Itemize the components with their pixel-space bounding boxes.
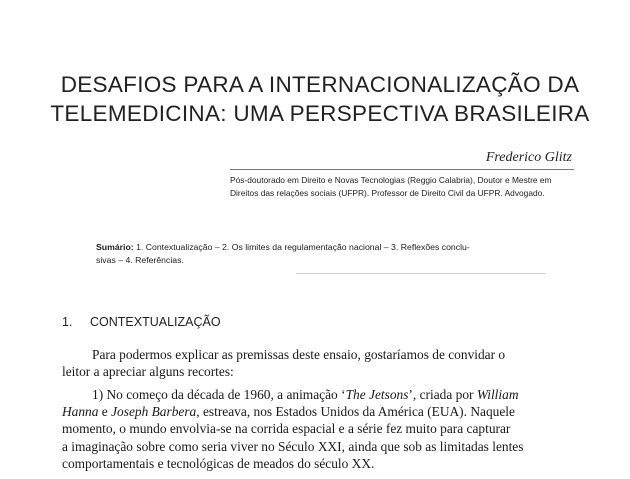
paragraph-1-line-1: Para podermos explicar as premissas deste ensaio, gostaríamos de convidar o bbox=[92, 347, 506, 362]
author-name: Frederico Glitz bbox=[485, 150, 572, 165]
p2-text-c: ’, criada por bbox=[408, 387, 477, 402]
summary-text-1: 1. Contextualização – 2. Os limites da regulamentação nacional – 3. Reflexões conclu- bbox=[136, 242, 470, 252]
p2-text-a: 1) No começo da década de 1960, a animação ‘ bbox=[92, 387, 346, 402]
creator-william: William bbox=[476, 387, 519, 402]
summary-line-1 bbox=[96, 241, 556, 254]
summary-line-2: sivas – 4. Referências. bbox=[96, 254, 184, 265]
paragraph-2-line-4: a imaginação sobre como seria viver no Século XXI, ainda que sob as limitadas lentes bbox=[62, 438, 524, 454]
summary-divider bbox=[296, 273, 546, 274]
paragraph-2-line-2 bbox=[62, 403, 578, 420]
p2-text-f: , estreava, nos Estados Unidos da América (EUA). Naquele bbox=[196, 404, 515, 420]
paragraph-1 bbox=[62, 346, 578, 380]
article-title bbox=[40, 70, 600, 128]
p2-text-e: e bbox=[98, 404, 112, 420]
author-divider bbox=[230, 169, 574, 170]
creator-joseph-barbera: Joseph Barbera bbox=[111, 404, 197, 420]
paragraph-1-line-2: leitor a apreciar alguns recortes: bbox=[62, 364, 234, 380]
summary-block bbox=[96, 241, 556, 266]
author-affiliation bbox=[230, 174, 576, 199]
paragraph-2-line-1 bbox=[62, 386, 578, 403]
paragraph-2-line-3: momento, o mundo envolvia-se na corrida espacial e a série fez muito para capturar bbox=[62, 421, 511, 437]
affiliation-line-2: Direitos das relações sociais (UFPR). Professor de Direito Civil da UFPR. Advogado. bbox=[230, 187, 545, 198]
creator-hanna: Hanna bbox=[62, 404, 99, 420]
section-title: CONTEXTUALIZAÇÃO bbox=[90, 315, 221, 329]
title-line-2: TELEMEDICINA: UMA PERSPECTIVA BRASILEIRA bbox=[50, 101, 590, 126]
section-heading bbox=[62, 315, 221, 329]
paragraph-2-line-5: comportamentais e tecnológicas de meados do século XX. bbox=[62, 455, 375, 471]
affiliation-line-1: Pós-doutorado em Direito e Novas Tecnologias (Reggio Calabria), Doutor e Mestre em bbox=[230, 175, 552, 185]
summary-label: Sumário: bbox=[96, 242, 134, 252]
section-number: 1. bbox=[62, 315, 73, 329]
show-title-jetsons: The Jetsons bbox=[345, 387, 409, 402]
paragraph-2 bbox=[62, 386, 578, 472]
title-line-1: DESAFIOS PARA A INTERNACIONALIZAÇÃO DA bbox=[60, 72, 580, 97]
